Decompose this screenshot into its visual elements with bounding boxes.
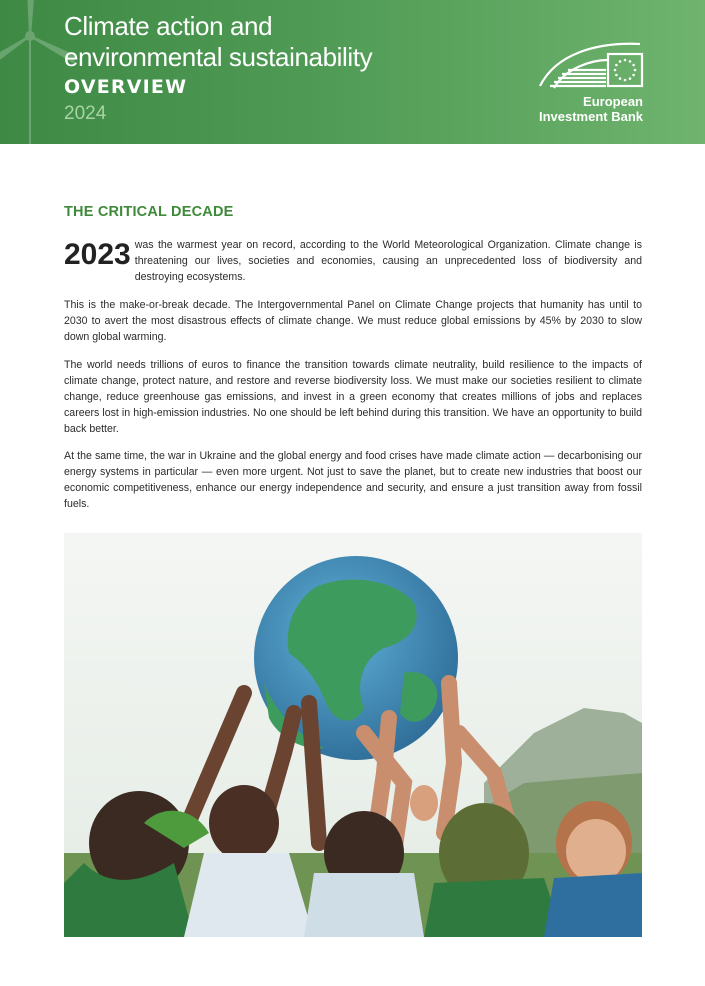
intro-paragraph: [64, 237, 642, 285]
organization-name: [539, 94, 643, 124]
lead-year: 2023: [64, 238, 131, 271]
paragraph-finance: The world needs trillions of euros to finance the transition towards climate neutrality, build resilience to the impacts of climate change, protect nature, and restore and reverse biodiversity loss. We must make our societies resilient to climate change, reduce greenhouse gas emissions, and invest in a green economy that creates millions of jobs and replaces careers lost in high-emission industries. No one should be left behind during this transition. We have an opportunity to build back better.: [64, 359, 642, 435]
paragraph-urgency: At the same time, the war in Ukraine and the global energy and food crises have made climate action — decarbonising our energy systems in particular — even more urgent. Not just to save the planet, but to create new industries that boost our economic competitiveness, enhance our energy independence and security, and ensure a just transition away from fossil fuels.: [64, 450, 642, 510]
section-heading: THE CRITICAL DECADE: [64, 204, 234, 220]
paragraph-decade: This is the make-or-break decade. The Intergovernmental Panel on Climate Change projects that humanity has until to 2030 to avert the most disastrous effects of climate change. We must reduce global emissions by 45% by 2030 to slow down global warming.: [64, 299, 642, 343]
organization-name-line1: European: [583, 94, 643, 109]
document-subtitle: OVERVIEW: [64, 76, 188, 98]
document-title-line1: Climate action and: [64, 11, 273, 41]
header-banner: [0, 0, 705, 144]
document-year: 2024: [64, 103, 107, 124]
organization-name-line2: Investment Bank: [538, 109, 643, 124]
eib-logo-icon: [536, 38, 648, 92]
document-title-line2: environmental sustainability: [64, 42, 373, 72]
intro-paragraph-text: was the warmest year on record, according to the World Meteorological Organization. Climate change is threatening our lives, societies and economies, causing an unprecedented loss of biodiversity and destroying ecosystems.: [134, 239, 642, 283]
children-globe-photo: [64, 533, 642, 937]
